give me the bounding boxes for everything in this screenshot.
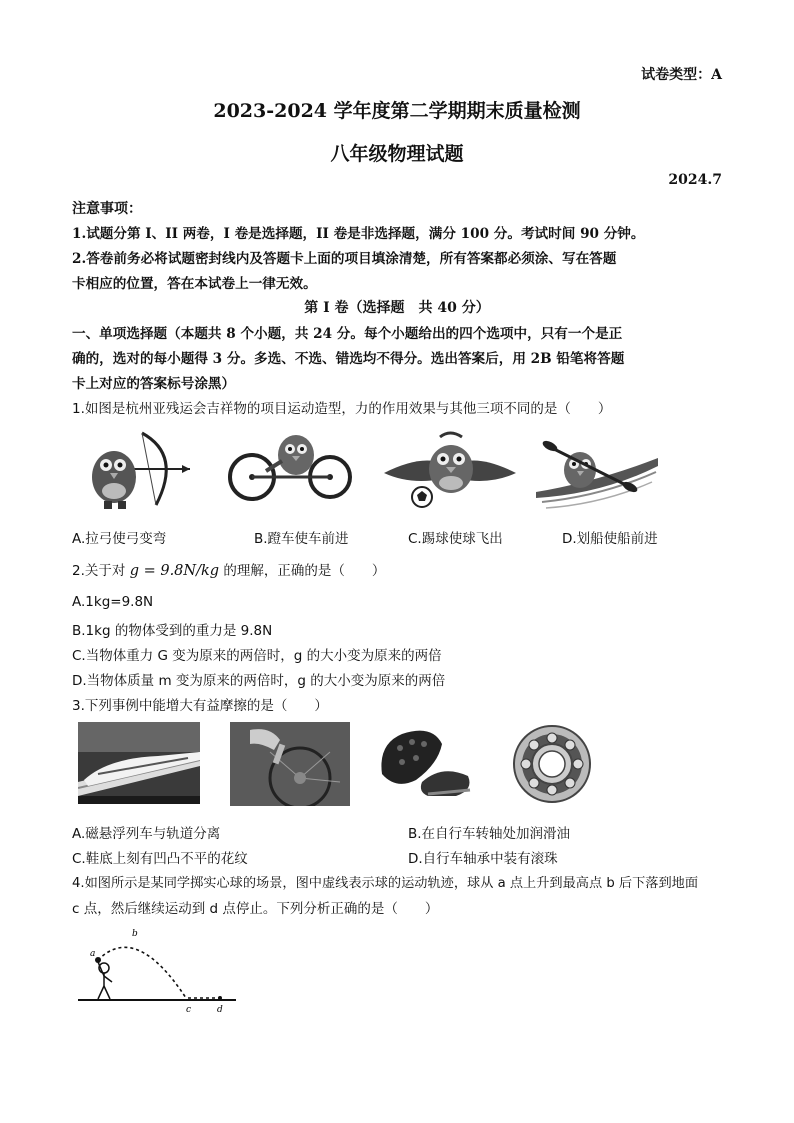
q1-stem: 1.如图是杭州亚残运会吉祥物的项目运动造型，力的作用效果与其他三项不同的是（ ） [72, 401, 612, 417]
q4-label-a: a [90, 949, 96, 959]
q2-option-c: C.当物体重力 G 变为原来的两倍时，g 的大小变为原来的两倍 [72, 648, 442, 664]
paper-type: 试卷类型：A [641, 67, 722, 83]
q1-option-b: B.蹬车使车前进 [254, 531, 349, 547]
q4-stem-line-1: 4.如图所示是某同学掷实心球的场景，图中虚线表示球的运动轨迹，球从 a 点上升到最高点 b 后下落到地面 [72, 876, 699, 891]
q2-stem-pre: 2.关于对 [72, 563, 126, 579]
q1-option-c: C.踢球使球飞出 [408, 531, 503, 547]
q1-option-a: A.拉弓使弓变弯 [72, 531, 167, 547]
q3-option-d: D.自行车轴承中装有滚珠 [408, 851, 558, 867]
exam-date: 2024.7 [668, 172, 722, 188]
q2-stem [72, 559, 385, 579]
notes-item-2-line-2: 卡相应的位置，答在本试卷上一律无效。 [72, 276, 317, 292]
q3-option-b: B.在自行车转轴处加润滑油 [408, 826, 571, 842]
q3-option-c: C.鞋底上刻有凹凸不平的花纹 [72, 851, 248, 867]
q1-image-archery [72, 425, 200, 513]
q2-option-a: A.1kg=9.8N [72, 594, 154, 610]
q4-diagram [74, 924, 244, 1016]
q2-option-d: D.当物体质量 m 变为原来的两倍时，g 的大小变为原来的两倍 [72, 673, 446, 689]
q3-image-shoe [372, 724, 478, 804]
exam-subtitle: 八年级物理试题 [330, 143, 464, 165]
q1-image-handcycle [226, 425, 352, 513]
q3-image-bearing [510, 722, 594, 806]
q4-label-c: c [186, 1005, 192, 1015]
section-instructions-line-3: 卡上对应的答案标号涂黑） [72, 376, 236, 392]
q2-stem-post: 的理解，正确的是（ ） [223, 563, 386, 579]
q4-label-b: b [132, 929, 138, 939]
q4-label-d: d [217, 1005, 223, 1015]
section-instructions-line-1: 一、单项选择题（本题共 8 个小题，共 24 分。每个小题给出的四个选项中，只有一个是正 [72, 326, 623, 342]
notes-item-2-line-1: 2.答卷前务必将试题密封线内及答题卡上面的项目填涂清楚，所有答案都必须涂、写在答题 [72, 251, 617, 267]
notes-heading: 注意事项： [72, 201, 142, 217]
q2-formula: g = 9.8N/kg [129, 563, 220, 579]
q1-image-soccer [380, 425, 520, 513]
q1-option-d: D.划船使船前进 [562, 531, 658, 547]
q3-stem: 3.下列事例中能增大有益摩擦的是（ ） [72, 698, 328, 714]
notes-item-1: 1.试题分第 I、II 两卷，I 卷是选择题，II 卷是非选择题，满分 100 分。考试时间 90 分钟。 [72, 226, 645, 242]
q2-option-b: B.1kg 的物体受到的重力是 9.8N [72, 623, 273, 639]
section-title: 第 I 卷（选择题 共 40 分） [304, 300, 490, 316]
exam-title: 2023-2024 学年度第二学期期末质量检测 [213, 100, 581, 122]
section-instructions-line-2: 确的，选对的每小题得 3 分。多选、不选、错选均不得分。选出答案后，用 2B 铅笔将答题 [72, 351, 625, 367]
q3-option-a: A.磁悬浮列车与轨道分离 [72, 826, 221, 842]
q3-image-maglev [78, 722, 200, 804]
q4-stem-line-2: c 点，然后继续运动到 d 点停止。下列分析正确的是（ ） [72, 901, 439, 917]
q3-image-bike-oil [230, 722, 350, 806]
q1-image-canoe [532, 428, 662, 512]
